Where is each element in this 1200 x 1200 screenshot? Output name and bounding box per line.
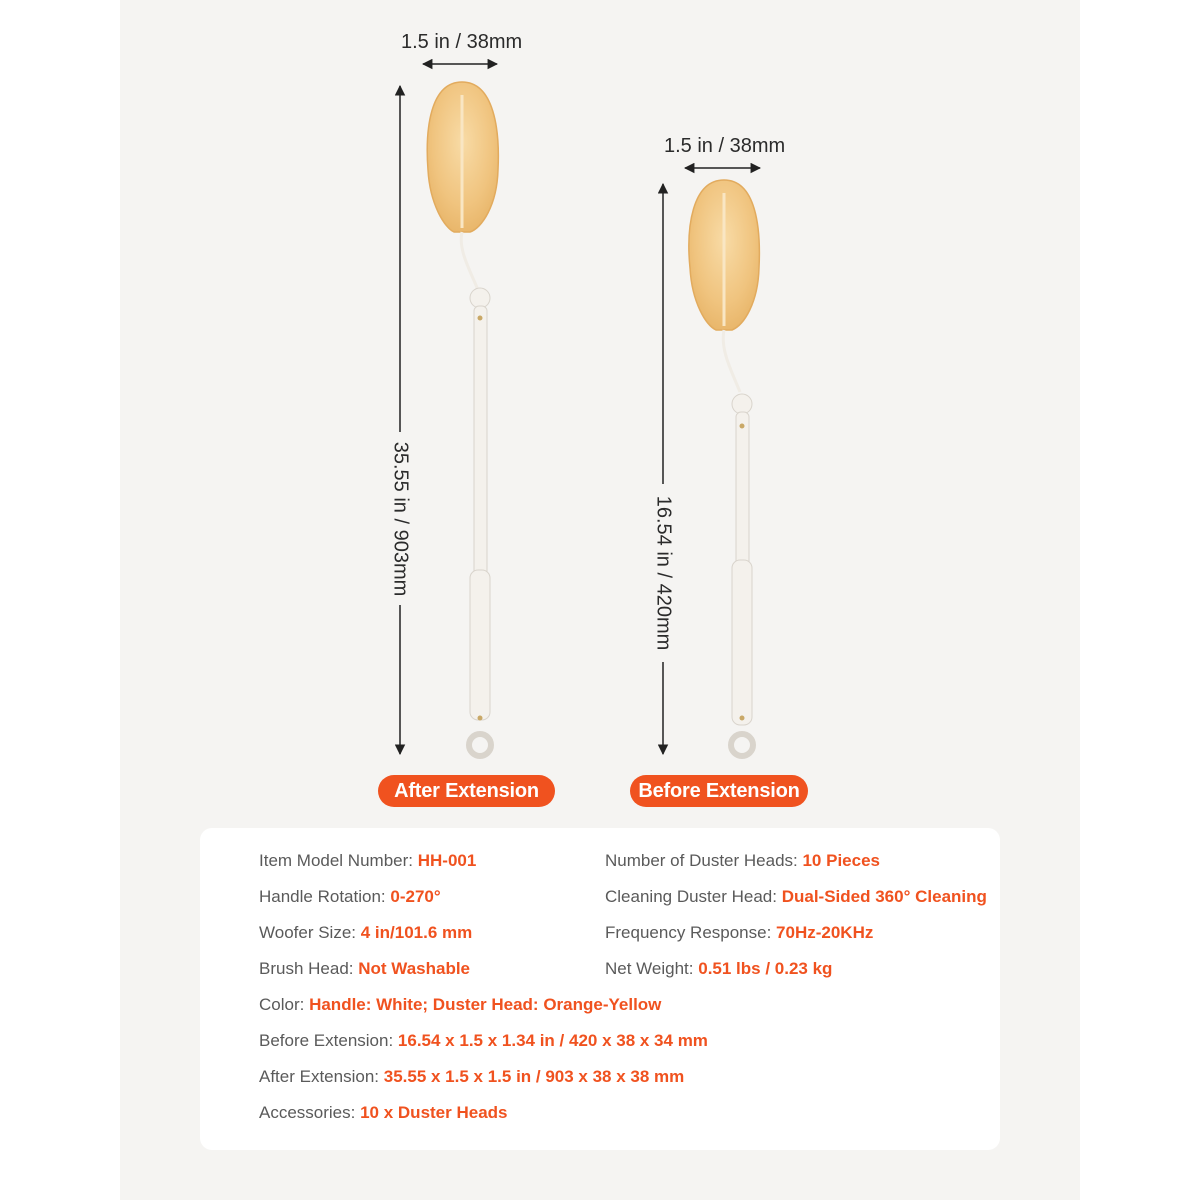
spec-woofer-value: 4 in/101.6 mm bbox=[360, 923, 473, 942]
spec-brush bbox=[259, 959, 470, 979]
spec-brush-value: Not Washable bbox=[358, 959, 471, 978]
spec-heads-label: Number of Duster Heads: bbox=[605, 851, 803, 870]
spec-color bbox=[259, 995, 661, 1015]
spec-after-extension bbox=[259, 1067, 684, 1087]
spec-woofer-label: Woofer Size: bbox=[259, 923, 361, 942]
specifications-card bbox=[200, 828, 1000, 1150]
spec-weight bbox=[605, 959, 832, 979]
spec-rotation bbox=[259, 887, 441, 907]
width-label-before: 1.5 in / 38mm bbox=[664, 135, 786, 157]
spec-cleaning bbox=[605, 887, 987, 907]
spec-accessories bbox=[259, 1103, 508, 1123]
spec-color-label: Color: bbox=[259, 995, 310, 1014]
handle-icon bbox=[474, 306, 487, 576]
spec-before-extension bbox=[259, 1031, 708, 1051]
spec-before-value: 16.54 x 1.5 x 1.34 in / 420 x 38 x 34 mm bbox=[397, 1031, 708, 1050]
spec-weight-value: 0.51 lbs / 0.23 kg bbox=[698, 959, 833, 978]
spec-brush-label: Brush Head: bbox=[259, 959, 359, 978]
spec-frequency-value: 70Hz-20KHz bbox=[776, 923, 874, 942]
spec-frequency-label: Frequency Response: bbox=[605, 923, 777, 942]
spec-cleaning-label: Cleaning Duster Head: bbox=[605, 887, 782, 906]
spec-weight-label: Net Weight: bbox=[605, 959, 699, 978]
duster-before-extension bbox=[663, 168, 760, 756]
spec-model bbox=[259, 851, 476, 871]
spec-after-label: After Extension: bbox=[259, 1067, 384, 1086]
height-label-after: 35.55 in / 903mm bbox=[389, 441, 412, 597]
spec-woofer bbox=[259, 923, 472, 943]
spec-rotation-value: 0-270° bbox=[390, 887, 441, 906]
spec-heads-value: 10 Pieces bbox=[802, 851, 880, 870]
before-extension-badge: Before Extension bbox=[630, 775, 808, 807]
spec-model-label: Item Model Number: bbox=[259, 851, 418, 870]
spec-frequency bbox=[605, 923, 873, 943]
duster-after-extension bbox=[400, 64, 498, 756]
spec-color-value: Handle: White; Duster Head: Orange-Yellow bbox=[309, 995, 662, 1014]
after-extension-badge: After Extension bbox=[378, 775, 555, 807]
spec-model-value: HH-001 bbox=[417, 851, 477, 870]
handle-icon bbox=[736, 412, 749, 572]
spec-accessories-label: Accessories: bbox=[259, 1103, 361, 1122]
spec-before-label: Before Extension: bbox=[259, 1031, 398, 1050]
spec-rotation-label: Handle Rotation: bbox=[259, 887, 391, 906]
spec-heads bbox=[605, 851, 880, 871]
height-label-before: 16.54 in / 420mm bbox=[652, 495, 675, 651]
spec-accessories-value: 10 x Duster Heads bbox=[360, 1103, 508, 1122]
width-label-after: 1.5 in / 38mm bbox=[401, 31, 523, 53]
spec-cleaning-value: Dual-Sided 360° Cleaning bbox=[781, 887, 987, 906]
spec-after-value: 35.55 x 1.5 x 1.5 in / 903 x 38 x 38 mm bbox=[383, 1067, 685, 1086]
